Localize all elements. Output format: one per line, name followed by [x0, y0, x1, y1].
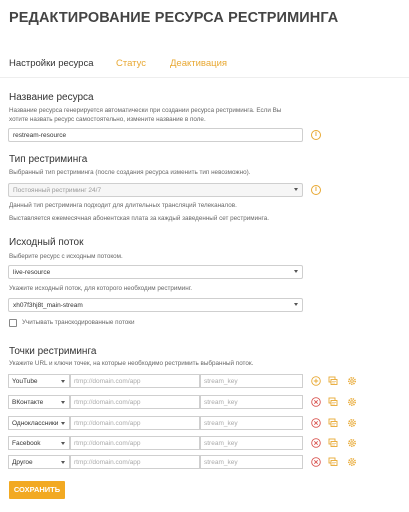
page-title: РЕДАКТИРОВАНИЕ РЕСУРСА РЕСТРИМИНГА [9, 10, 339, 26]
info-icon[interactable]: i [311, 130, 321, 140]
source-stream-hint: Укажите исходный поток, для которого необходим рестриминг. [9, 285, 192, 292]
resource-name-field[interactable]: restream-resource [8, 128, 303, 142]
rtmp-url-input[interactable]: rtmp://domain.com/app [70, 455, 200, 469]
source-stream-title: Исходный поток [9, 237, 84, 248]
restream-type-hint: Выбранный тип рестриминга (после создания ресурса изменить тип невозможно). [9, 169, 251, 176]
copy-icon[interactable] [328, 418, 338, 428]
chevron-down-icon [61, 442, 65, 445]
stream-key-input[interactable]: stream_key [200, 416, 303, 430]
gear-icon[interactable] [347, 376, 357, 386]
restream-points-title: Точки рестриминга [9, 346, 97, 357]
copy-icon[interactable] [328, 376, 338, 386]
add-row-icon[interactable] [311, 376, 321, 386]
service-select[interactable] [8, 374, 70, 388]
gear-icon[interactable] [347, 438, 357, 448]
rtmp-url-input[interactable]: rtmp://domain.com/app [70, 374, 200, 388]
resource-name-hint [9, 106, 281, 124]
transcoded-streams-checkbox[interactable] [9, 319, 17, 327]
gear-icon[interactable] [347, 418, 357, 428]
gear-icon[interactable] [347, 457, 357, 467]
service-select-value: ВКонтакте [12, 399, 44, 406]
service-select[interactable] [8, 416, 70, 430]
remove-row-icon[interactable] [311, 397, 321, 407]
chevron-down-icon [61, 380, 65, 383]
chevron-down-icon [294, 303, 298, 306]
tab-divider [0, 77, 409, 78]
chevron-down-icon [61, 401, 65, 404]
restream-type-note2: Выставляется ежемесячная абонентская плата за каждый заведенный сет рестриминга. [9, 215, 269, 222]
source-stream-value: xh07f3hj8t_main-stream [13, 302, 83, 309]
save-button[interactable]: СОХРАНИТЬ [9, 481, 65, 499]
resource-name-title: Название ресурса [9, 92, 94, 103]
rtmp-url-input[interactable]: rtmp://domain.com/app [70, 416, 200, 430]
stream-key-input[interactable]: stream_key [200, 455, 303, 469]
info-icon[interactable]: i [311, 185, 321, 195]
restream-type-title: Тип рестриминга [9, 154, 88, 165]
copy-icon[interactable] [328, 397, 338, 407]
restream-type-select [8, 183, 303, 197]
tab-status[interactable]: Статус [116, 58, 147, 69]
restream-type-value: Постоянный рестриминг 24/7 [13, 187, 102, 194]
remove-row-icon[interactable] [311, 457, 321, 467]
stream-key-input[interactable]: stream_key [200, 374, 303, 388]
restream-points-hint: Укажите URL и ключи точек, на которые необходимо рестримить выбранный поток. [9, 360, 254, 367]
service-select[interactable] [8, 436, 70, 450]
resource-name-hint-line1: Название ресурса генерируется автоматически при создании ресурса рестриминга. Если Вы [9, 107, 282, 114]
copy-icon[interactable] [328, 438, 338, 448]
chevron-down-icon [61, 422, 65, 425]
restream-type-note1: Данный тип рестриминга подходит для длительных трансляций телеканалов. [9, 202, 237, 209]
service-select[interactable] [8, 395, 70, 409]
source-resource-select[interactable] [8, 265, 303, 279]
copy-icon[interactable] [328, 457, 338, 467]
chevron-down-icon [61, 461, 65, 464]
service-select-value: YouTube [12, 378, 38, 385]
source-stream-select[interactable] [8, 298, 303, 312]
tab-deactivation[interactable]: Деактивация [170, 58, 228, 69]
service-select-value: Другое [12, 459, 33, 466]
service-select-value: Facebook [12, 440, 41, 447]
service-select[interactable] [8, 455, 70, 469]
rtmp-url-input[interactable]: rtmp://domain.com/app [70, 395, 200, 409]
source-resource-hint: Выберите ресурс с исходным потоком. [9, 253, 123, 260]
rtmp-url-input[interactable]: rtmp://domain.com/app [70, 436, 200, 450]
remove-row-icon[interactable] [311, 418, 321, 428]
chevron-down-icon [294, 270, 298, 273]
remove-row-icon[interactable] [311, 438, 321, 448]
tab-resource-settings[interactable]: Настройки ресурса [9, 58, 94, 69]
resource-name-hint-line2: хотите назвать ресурс самостоятельно, измените название в поле. [9, 116, 206, 123]
stream-key-input[interactable]: stream_key [200, 436, 303, 450]
gear-icon[interactable] [347, 397, 357, 407]
stream-key-input[interactable]: stream_key [200, 395, 303, 409]
transcoded-streams-label: Учитывать транскодированные потоки [22, 319, 135, 326]
service-select-value: Одноклассники [12, 420, 59, 427]
chevron-down-icon [294, 188, 298, 191]
source-resource-value: live-resource [13, 269, 51, 276]
